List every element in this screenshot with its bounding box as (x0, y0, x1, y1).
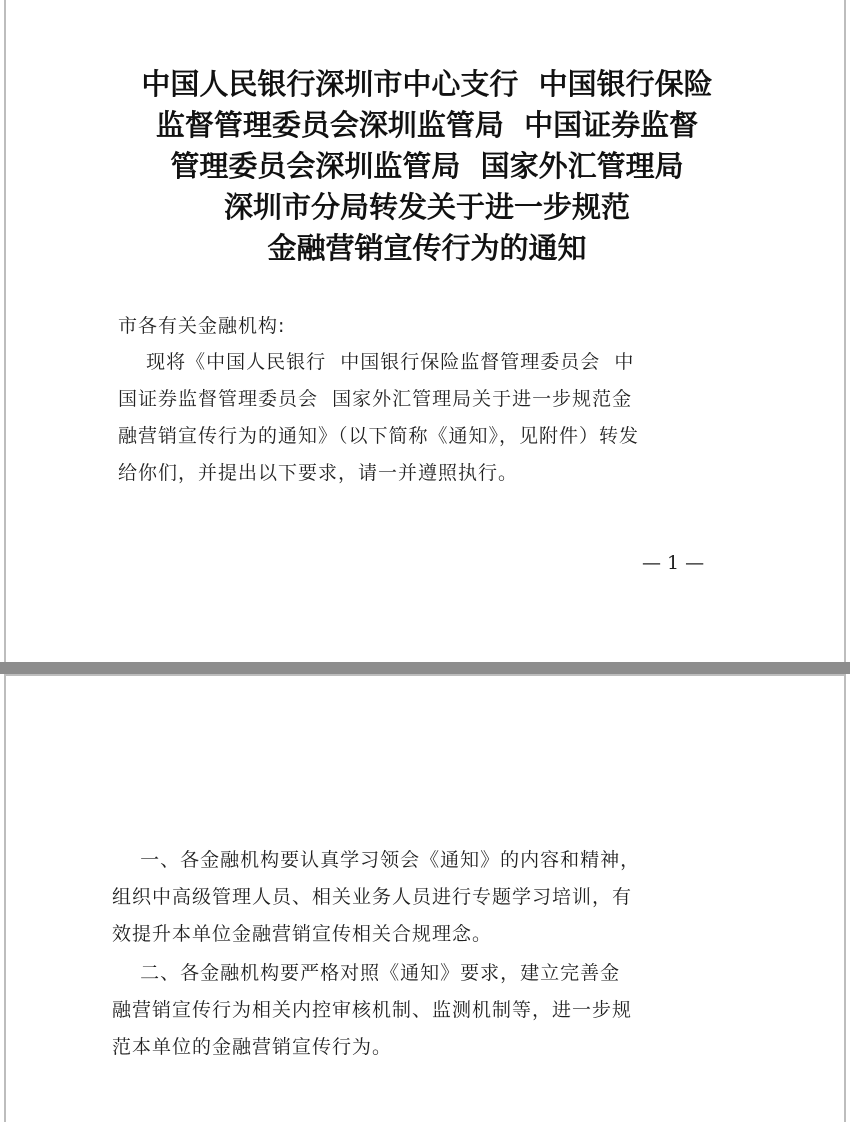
paragraph-line: 效提升本单位金融营销宣传相关合规理念。 (112, 923, 493, 945)
title-line: 管理委员会深圳监管局 国家外汇管理局 (170, 149, 684, 183)
paragraph-line: 一、各金融机构要认真学习领会《通知》的内容和精神， (112, 849, 641, 871)
requirement-paragraph-1 (112, 842, 752, 953)
document-title (6, 64, 848, 269)
title-line: 中国人民银行深圳市中心支行 中国银行保险 (141, 67, 713, 101)
requirement-paragraph-2 (112, 955, 752, 1066)
title-line: 深圳市分局转发关于进一步规范 (223, 190, 630, 224)
title-line: 监督管理委员会深圳监管局 中国证券监督 (155, 108, 699, 142)
paragraph-line: 融营销宣传行为的通知》（以下简称《通知》，见附件）转发 (118, 425, 640, 447)
paragraph-line: 组织中高级管理人员、相关业务人员进行专题学习培训，有 (112, 886, 633, 908)
document-page-1 (4, 0, 846, 662)
salutation: 市各有关金融机构: (118, 315, 286, 337)
page-separator (0, 662, 850, 674)
paragraph-line: 现将《中国人民银行 中国银行保险监督管理委员会 中 (118, 351, 635, 373)
paragraph-line: 国证券监督管理委员会 国家外汇管理局关于进一步规范金 (118, 388, 633, 410)
page-number: — 1 — (642, 552, 705, 574)
title-line: 金融营销宣传行为的通知 (267, 231, 587, 265)
paragraph-line: 给你们，并提出以下要求，请一并遵照执行。 (118, 462, 519, 484)
intro-paragraph (118, 344, 758, 492)
paragraph-line: 融营销宣传行为相关内控审核机制、监测机制等，进一步规 (112, 999, 633, 1021)
paragraph-line: 范本单位的金融营销宣传行为。 (112, 1036, 393, 1058)
paragraph-line: 二、各金融机构要严格对照《通知》要求，建立完善金 (112, 962, 621, 984)
